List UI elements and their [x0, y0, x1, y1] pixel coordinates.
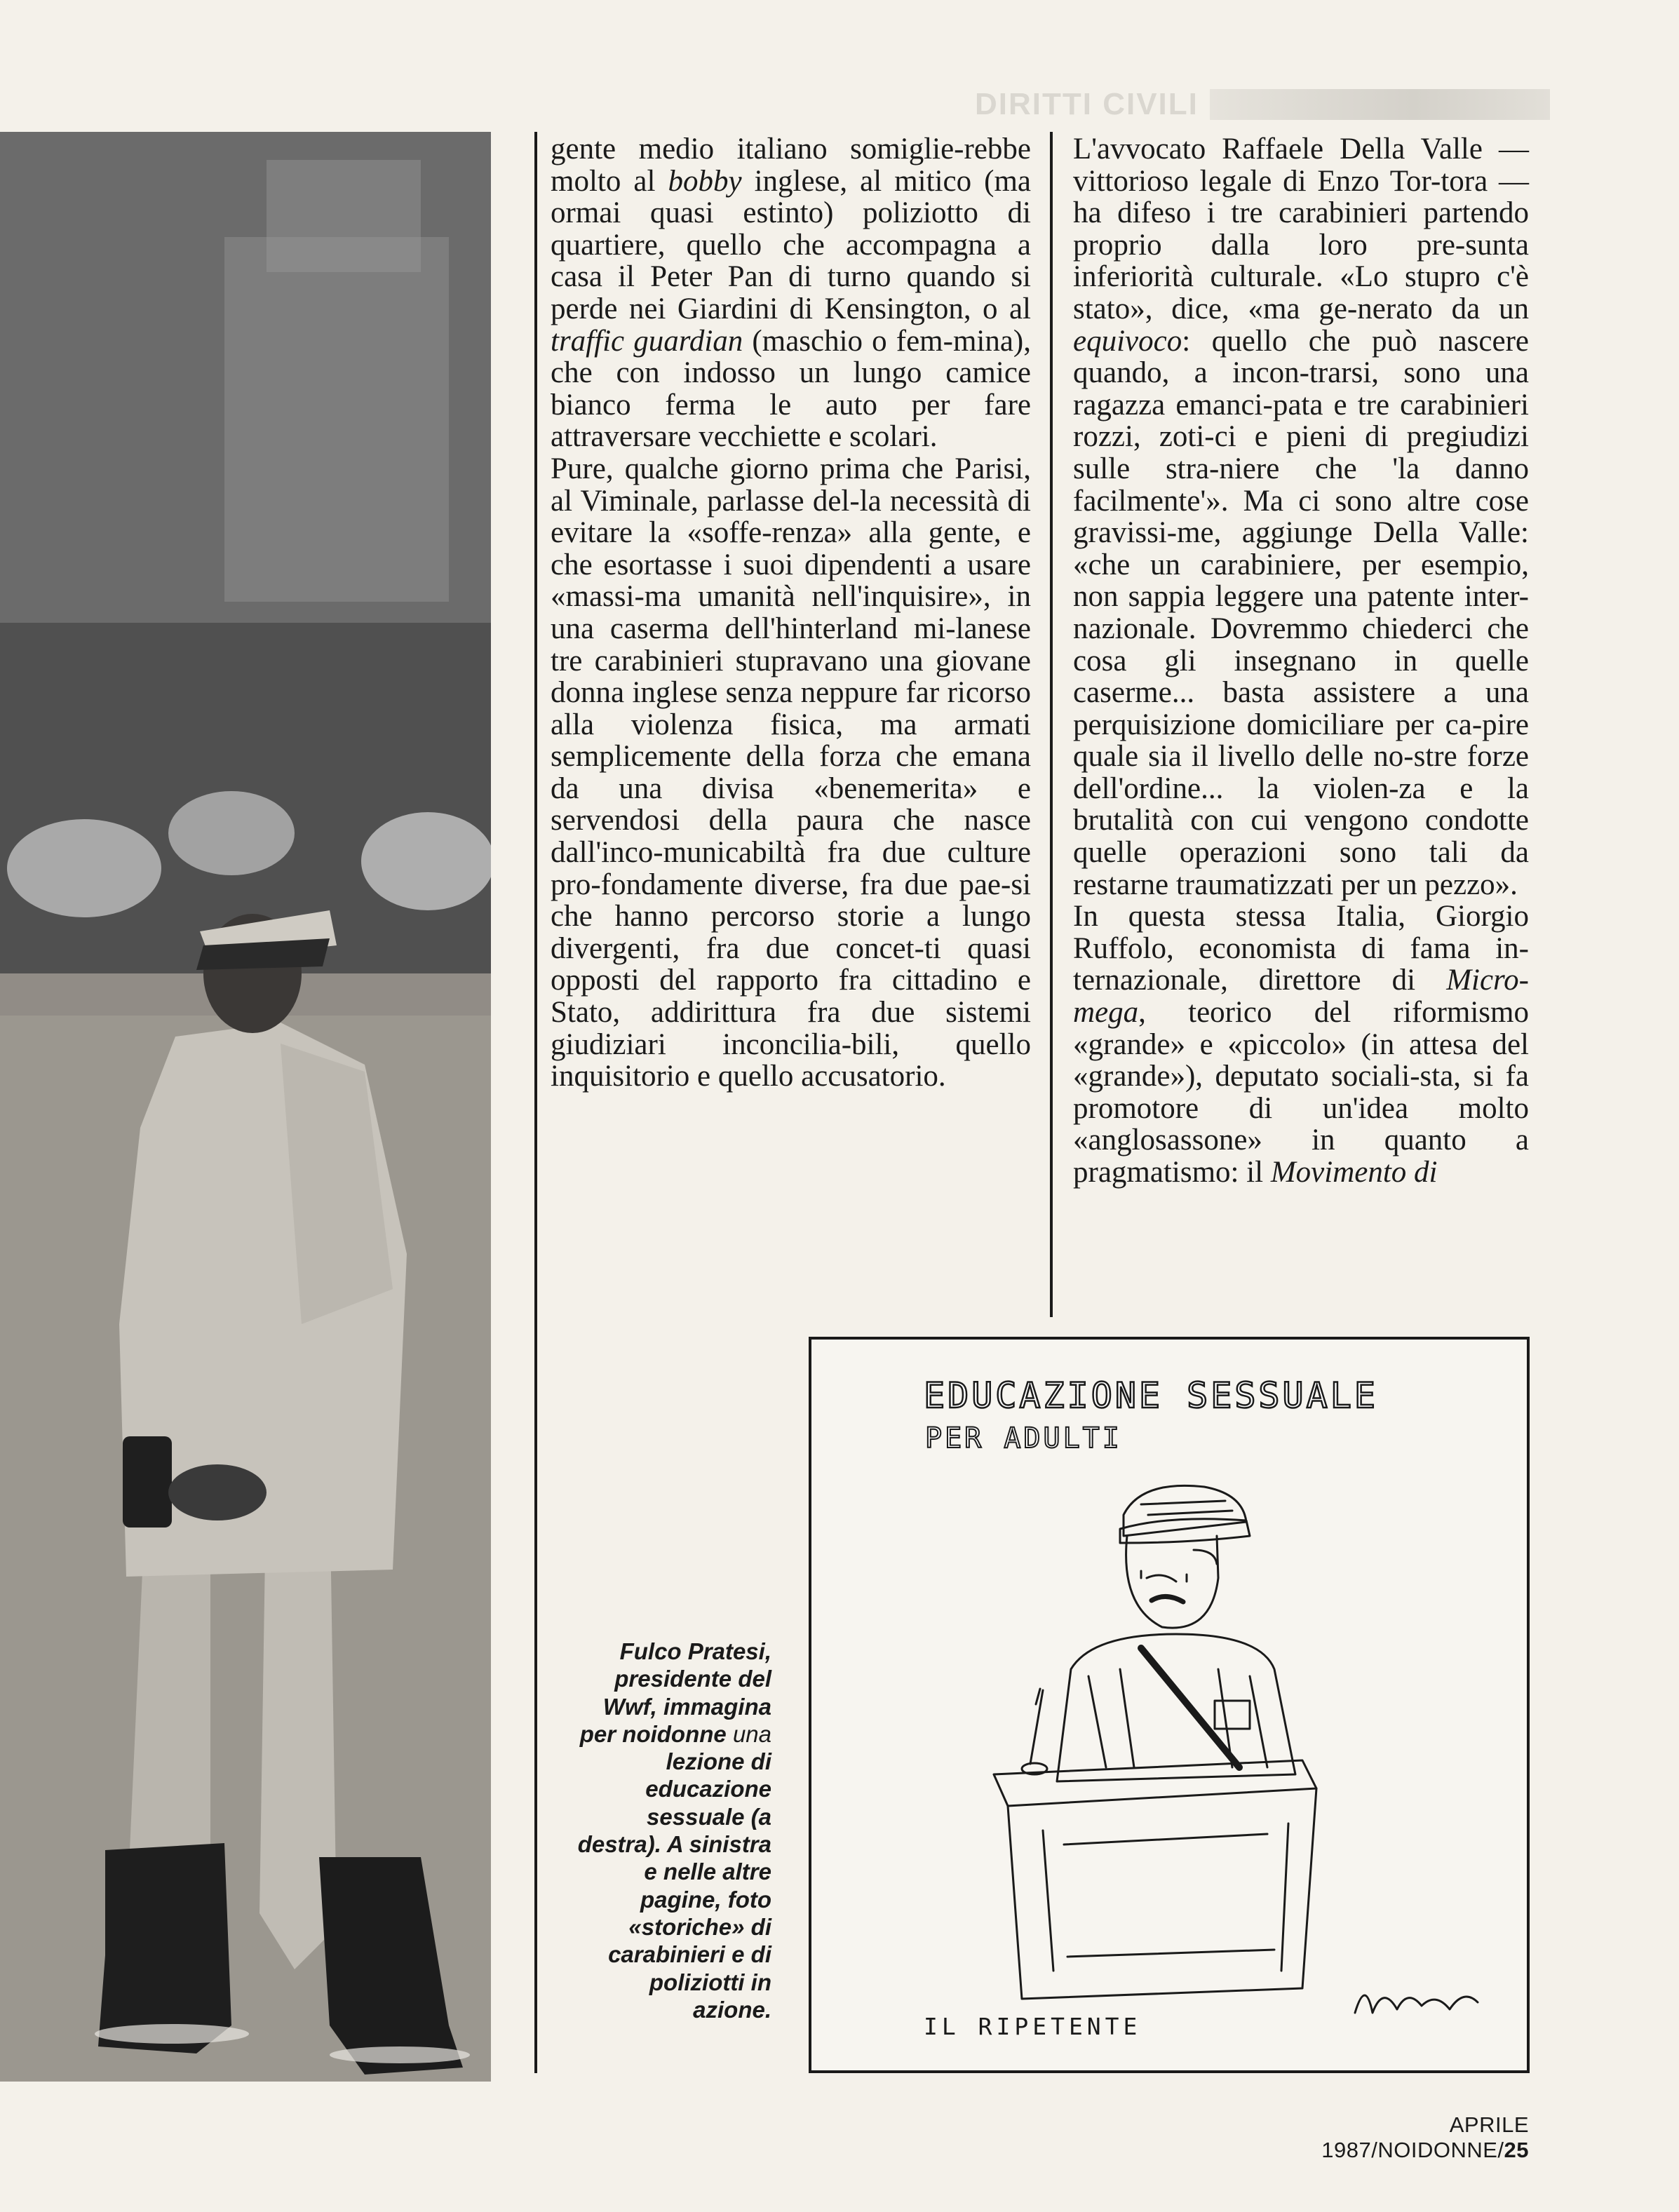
paragraph-2: Pure, qualche giorno prima che Parisi, al Viminale, parlasse del-la necessità di evitare la «soffe-renza» alla gente, e che esortasse i suoi dipendenti a usare «massi-ma umanità nell'inquisire», in una caserma dell'hinterland mi-lanese tre carabinieri stupravano una giovane donna inglese senza neppure far ricorso alla violenza fisica, ma armati semplicemente della forza che emana da una divisa «benemerita» e servendosi della paura che nasce dall'inco-municabiltà fra due culture pro-fondamente diverse, fra due pae-si che hanno percorso storie a lungo divergenti, fra due concet-ti quasi opposti del rapporto fra cittadino e Stato, addirittura fra due sistemi giudiziari inconcilia-bili, quello inquisitorio e quello accusatorio.	[551, 452, 1031, 1093]
paragraph-4: In questa stessa Italia, Giorgio Ruffolo, economista di fama in-ternazionale, direttore di Micro-mega, teorico del riformismo «grande» e «piccolo» (in attesa del «grande»), deputato sociali-sta, si fa promotore di un'idea molto «anglosassone» in quanto a pragmatismo: il Movimento di	[1073, 900, 1529, 1189]
header-band	[1210, 89, 1550, 120]
page-number: 25	[1504, 2138, 1529, 2162]
photo-caption: Fulco Pratesi, presidente del Wwf, immagina per noidonne una lezione di educazione sessuale (a destra). A sinistra e nelle altre pagine, foto «storiche» di carabinieri e di poliziotti in azione.	[577, 1638, 771, 2023]
cartoon-title: EDUCAZIONE SESSUALE	[924, 1375, 1378, 1416]
column-rule-left	[534, 132, 537, 2073]
paragraph-1: gente medio italiano somiglie-rebbe molto al bobby inglese, al mitico (ma ormai quasi estinto) poliziotto di quartiere, quello che accompagna a casa il Peter Pan di turno quando si perde nei Giardini di Kensington, o al traffic guardian (maschio o fem-mina), che con indosso un lungo camice bianco ferma le auto per fare attraversare vecchiette e scolari.	[551, 133, 1031, 454]
article-column-2	[1073, 133, 1529, 1189]
section-title: DIRITTI CIVILI	[975, 87, 1199, 121]
cartoon	[809, 1337, 1530, 2073]
running-header	[975, 83, 1550, 126]
cartoon-subtitle: PER ADULTI	[925, 1422, 1122, 1455]
cartoon-caption: IL RIPETENTE	[924, 2013, 1142, 2040]
page-footer: APRILE 1987/NOIDONNE/25	[1321, 2112, 1529, 2162]
article-column-1	[551, 133, 1031, 1093]
carabiniere-photo	[0, 132, 491, 2082]
column-rule-middle	[1050, 132, 1053, 1317]
paragraph-3: L'avvocato Raffaele Della Valle — vittorioso legale di Enzo Tor-tora — ha difeso i tre carabinieri partendo proprio dalla loro pre-sunta inferiorità culturale. «Lo stupro c'è stato», dice, «ma ge-nerato da un equivoco: quello che può nascere quando, a incon-trarsi, sono una ragazza emanci-pata e tre carabinieri rozzi, zoti-ci e pieni di pregiudizi sulle stra-niere che 'la danno facilmente'». Ma ci sono altre cose gravissi-me, aggiunge Della Valle: «che un carabiniere, per esempio, non sappia leggere una patente inter-nazionale. Dovremmo chiederci che cosa gli insegnano in quelle caserme... basta assistere a una perquisizione domiciliare per ca-pire quale sia il livello delle no-stre forze dell'ordine... la violen-za e la brutalità con cui vengono condotte quelle operazioni sono tali da restarne traumatizzati per un pezzo».	[1073, 133, 1529, 901]
